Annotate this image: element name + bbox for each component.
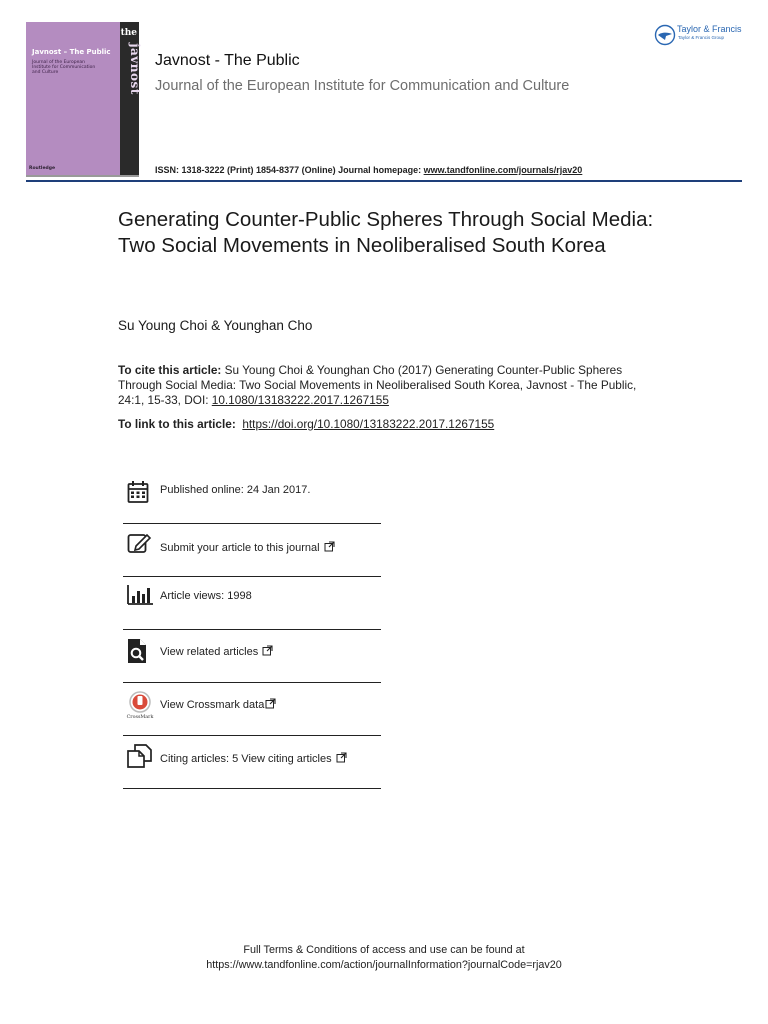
cover-subtitle: Journal of the European Institute for Communication and Culture [32, 60, 96, 76]
journal-subtitle: Journal of the European Institute for Communication and Culture [155, 78, 570, 94]
link-label: To link to this article: [118, 417, 236, 431]
publisher-logo-name: Taylor & Francis [677, 24, 742, 34]
cover-spine-text: javnost [128, 43, 143, 95]
published-date: Published online: 24 Jan 2017. [160, 484, 311, 496]
journal-homepage-link[interactable]: www.tandfonline.com/journals/rjav20 [423, 165, 583, 175]
cite-doi-link[interactable]: 10.1080/13183222.2017.1267155 [211, 393, 389, 407]
external-link-icon [265, 698, 276, 712]
related-articles-link[interactable]: View related articles [160, 646, 259, 658]
publisher-logo-icon [654, 24, 676, 46]
publisher-logo-group: Taylor & Francis Group [678, 35, 725, 40]
submit-article-link[interactable]: Submit your article to this journal [160, 542, 320, 554]
article-doi-link[interactable]: https://doi.org/10.1080/13183222.2017.1267155 [242, 417, 495, 431]
cover-top-word: the [120, 28, 137, 38]
citing-articles-row[interactable] [123, 736, 381, 789]
issn-text: ISSN: 1318-3222 (Print) 1854-8377 (Online) Journal homepage: [155, 165, 422, 175]
related-articles-row[interactable] [123, 630, 381, 683]
edit-icon [127, 532, 153, 557]
journal-name: Javnost - The Public [155, 52, 300, 69]
published-row [123, 467, 381, 524]
crossmark-icon [127, 691, 153, 722]
citing-articles-link[interactable]: Citing articles: 5 View citing articles [160, 753, 332, 765]
cite-text: Su Young Choi & Younghan Cho (2017) Generating Counter-Public Spheres Through Social Media: Two Social Movements in Neoliberalised South Korea, Javnost - The Public, 24:1, 15-33, DOI: [118, 363, 637, 407]
citing-articles-icon [127, 744, 153, 771]
header-rule [26, 180, 742, 182]
article-views: Article views: 1998 [160, 590, 252, 602]
calendar-icon [127, 480, 149, 507]
external-link-icon [262, 645, 273, 659]
bar-chart-icon [127, 585, 153, 608]
terms-url[interactable]: https://www.tandfonline.com/action/journalInformation?journalCode=rjav20 [206, 959, 562, 971]
article-info-list [123, 467, 381, 789]
cover-divider [26, 175, 139, 177]
terms-line: Full Terms & Conditions of access and use can be found at [243, 944, 525, 956]
publisher-logo [654, 22, 750, 48]
cover-publisher: Routledge [29, 166, 56, 171]
cover-title: Javnost – The Public [32, 48, 111, 56]
external-link-icon [324, 541, 335, 555]
article-views-row [123, 577, 381, 630]
citation-block [118, 363, 658, 408]
article-title: Generating Counter-Public Spheres Through Social Media: Two Social Movements in Neoliberalised South Korea [118, 208, 654, 257]
issn-line [155, 165, 582, 175]
crossmark-badge-label: CrossMark [126, 715, 154, 720]
cite-label: To cite this article: [118, 363, 222, 377]
crossmark-row[interactable] [123, 683, 381, 736]
article-authors: Su Young Choi & Younghan Cho [118, 318, 313, 333]
submit-article-row[interactable] [123, 524, 381, 577]
crossmark-link[interactable]: View Crossmark data [160, 699, 265, 711]
external-link-icon [336, 752, 347, 766]
journal-cover [26, 22, 143, 176]
search-document-icon [127, 638, 147, 667]
terms-footer [0, 943, 768, 973]
article-link-line [118, 417, 494, 431]
